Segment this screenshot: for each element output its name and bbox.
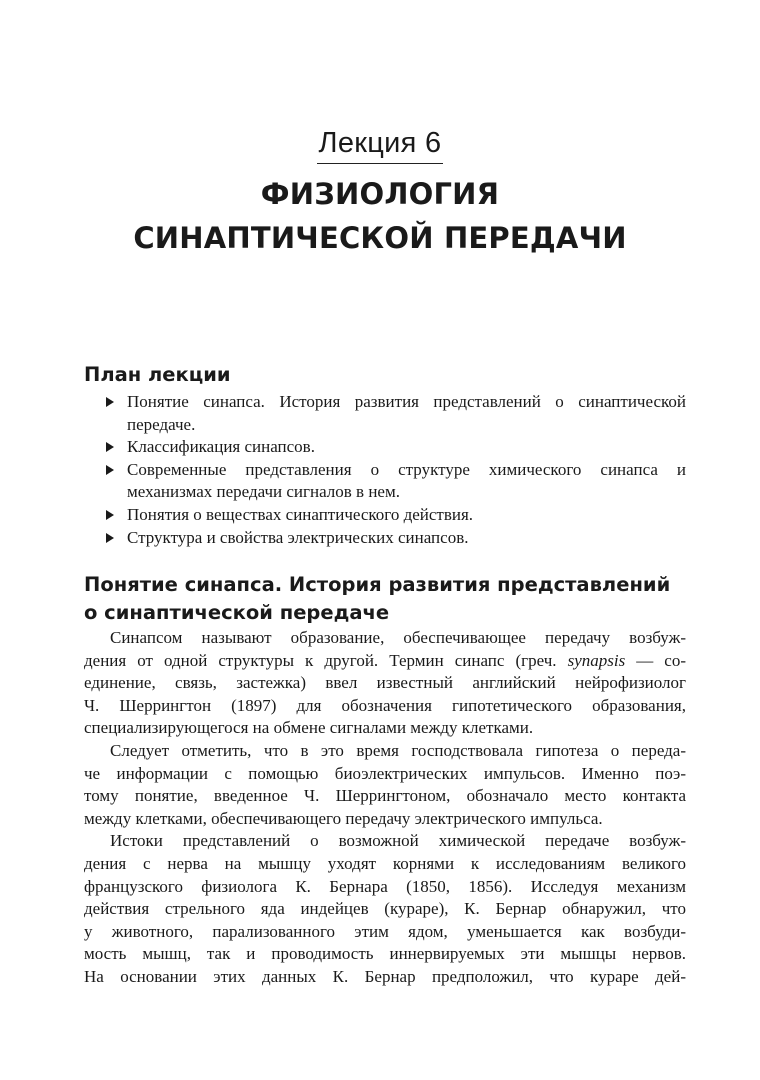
lecture-number-text: Лекция 6: [317, 126, 444, 164]
plan-item: [104, 459, 686, 504]
body-text: [84, 627, 686, 989]
plan-item: [104, 504, 686, 527]
plan-item: [104, 391, 686, 436]
text-line: Ч. Шеррингтон (1897) для обозначения гипотетического образования,: [84, 695, 686, 715]
lecture-number: [0, 126, 760, 164]
text-line: французского физиолога К. Бернара (1850, 1856). Исследуя механизм: [84, 876, 686, 896]
section-heading-line-1: Понятие синапса. История развития представлений: [84, 573, 671, 596]
lecture-title-line-1: ФИЗИОЛОГИЯ: [260, 177, 500, 211]
section-heading-line-2: о синаптической передаче: [84, 601, 390, 624]
text-line: специализирующегося на обмене сигналами между клетками.: [84, 718, 534, 738]
triangle-bullet-icon: [106, 397, 114, 407]
triangle-bullet-icon: [106, 510, 114, 520]
text-line: Истоки представлений о возможной химической передаче возбуж-: [110, 831, 686, 851]
text-line: Следует отметить, что в это время господствовала гипотеза о переда-: [110, 740, 686, 760]
text-line: действия стрельного яда индейцев (кураре), К. Бернар обнаружил, что: [84, 899, 686, 919]
text-line: дения с нерва на мышцу уходят корнями к исследованиям великого: [84, 853, 686, 873]
plan-item-text: Структура и свойства электрических синапсов.: [127, 527, 469, 547]
text-fragment: дения от одной структуры к другой. Термин синапс (греч.: [84, 650, 557, 670]
plan-item-text: Понятие синапса. История развития представлений о синаптической передаче.: [127, 392, 686, 434]
text-line: тому понятие, введенное Ч. Шеррингтоном, обозначало место контакта: [84, 786, 686, 806]
lecture-title: [0, 172, 760, 260]
text-line: у животного, парализованного этим ядом, уменьшается как возбуди-: [84, 921, 686, 941]
text-line: Синапсом называют образование, обеспечивающее передачу возбуж-: [110, 628, 686, 647]
text-line: че информации с помощью биоэлектрических импульсов. Именно поэ-: [84, 763, 686, 783]
triangle-bullet-icon: [106, 465, 114, 475]
plan-item: [104, 436, 686, 459]
plan-item-text: Классификация синапсов.: [127, 437, 315, 457]
plan-item: [104, 527, 686, 550]
triangle-bullet-icon: [106, 442, 114, 452]
text-fragment: — со-: [636, 650, 686, 670]
plan-list: [104, 391, 686, 549]
plan-item-text: Понятия о веществах синаптического действия.: [127, 504, 474, 524]
plan-item-text: Современные представления о структуре химического синапса и механизмах передачи сигналов в нем.: [127, 459, 686, 502]
lecture-title-line-2: СИНАПТИЧЕСКОЙ ПЕРЕДАЧИ: [133, 221, 627, 255]
text-line: На основании этих данных К. Бернар предположил, что кураре дей-: [84, 966, 686, 986]
text-line: единение, связь, застежка) ввел известный английский нейрофизиолог: [84, 673, 686, 693]
text-line: между клетками, обеспечивающего передачу электрического импульса.: [84, 808, 603, 828]
text-line: мость мышц, так и проводимость иннервируемых эти мышцы нервов.: [84, 944, 686, 964]
italic-term: synapsis: [567, 650, 626, 670]
text-line: [84, 650, 686, 673]
triangle-bullet-icon: [106, 533, 114, 543]
section-heading: [84, 571, 670, 627]
plan-heading: План лекции: [84, 363, 231, 386]
